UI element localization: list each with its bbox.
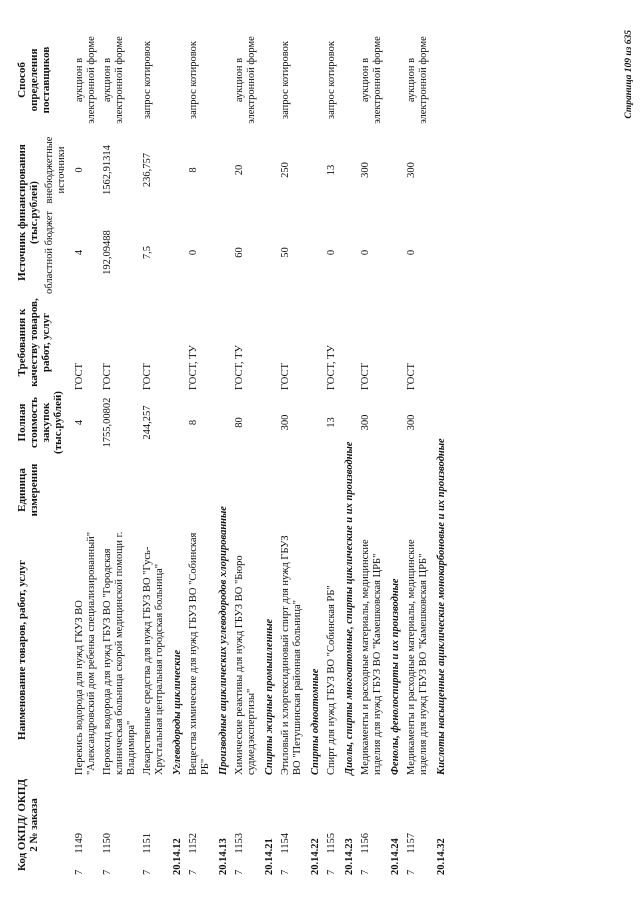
row-method: аукцион в электронной форме (406, 36, 429, 124)
table-row (280, 30, 304, 875)
table-row (406, 30, 430, 875)
row-code (360, 775, 372, 875)
group-title: Кислоты насыщенные ациклические монокарбоновые и их производные (436, 438, 447, 775)
group-title: Углеводороды циклические (172, 649, 183, 775)
row-regional: 4 (74, 249, 85, 256)
row-method: аукцион в электронной форме (234, 36, 257, 124)
group-row (344, 30, 356, 875)
row-total: 13 (326, 417, 337, 428)
row-requirements: ГОСТ (142, 363, 153, 390)
row-external: 1562,91314 (102, 145, 113, 195)
row-total: 300 (406, 414, 417, 431)
row-num: 7 (360, 869, 371, 875)
row-num: 7 (142, 869, 153, 875)
row-pos: 1152 (188, 833, 199, 854)
table-body (74, 30, 448, 875)
row-regional: 0 (406, 249, 417, 256)
row-total: 1755,00802 (102, 397, 113, 448)
row-name: Спирт для нужд ГБУЗ ВО "Собинская РБ" (326, 585, 337, 775)
header-total: Полная стоимость закупок (тыс.рублей) (16, 391, 64, 454)
group-title: Производные ациклических углеводородов хлорированные (218, 506, 229, 775)
group-row (172, 30, 184, 875)
group-row (390, 30, 402, 875)
procurement-table (16, 30, 448, 875)
group-code: 20.14.22 (310, 838, 321, 875)
row-num: 7 (234, 869, 245, 875)
table-row (234, 30, 258, 875)
group-code: 20.14.24 (390, 838, 401, 875)
row-code (188, 775, 200, 875)
header-method: Способ определения поставщиков (16, 46, 52, 114)
row-regional: 7,5 (142, 245, 153, 260)
row-regional: 0 (326, 249, 337, 256)
row-requirements: ГОСТ, ТУ (326, 345, 337, 390)
header-financing-group (16, 130, 68, 295)
row-method: аукцион в электронной форме (102, 36, 125, 124)
row-requirements: ГОСТ (74, 363, 85, 390)
row-pos: 1149 (74, 833, 85, 854)
table-row (360, 30, 384, 875)
table-header (16, 30, 68, 875)
row-external: 300 (360, 162, 371, 178)
row-requirements: ГОСТ (102, 363, 113, 390)
header-code: Код ОКПД/ ОКПД 2 № заказа (16, 778, 40, 872)
table-row (102, 30, 138, 875)
row-regional: 60 (234, 247, 245, 258)
table-row (188, 30, 212, 875)
row-total: 80 (234, 417, 245, 428)
row-code (102, 775, 114, 875)
row-pos: 1154 (280, 833, 291, 854)
header-financing: Источник финансирования (тыс.рублей) (16, 144, 40, 281)
row-external: 0 (74, 167, 85, 173)
table-row (326, 30, 338, 875)
group-title: Фенолы, фенолоспирты и их производные (390, 578, 401, 775)
row-total: 8 (188, 419, 199, 426)
row-requirements: ГОСТ (280, 363, 291, 390)
group-title: Диолы, спирты многоатомные, спирты циклические и их производные (344, 441, 355, 775)
row-total: 4 (74, 419, 85, 426)
group-code: 20.14.32 (436, 838, 447, 875)
row-pos: 1157 (406, 833, 417, 854)
page-footer: Страница 109 из 635 (624, 30, 634, 119)
row-code (280, 775, 292, 875)
row-num: 7 (280, 869, 291, 875)
group-row (436, 30, 448, 875)
row-regional: 0 (360, 249, 371, 256)
group-code: 20.14.13 (218, 838, 229, 875)
row-requirements: ГОСТ, ТУ (188, 345, 199, 390)
row-num: 7 (188, 869, 199, 875)
group-code: 20.14.12 (172, 838, 183, 875)
row-num: 7 (74, 869, 85, 875)
group-code: 20.14.23 (344, 838, 355, 875)
row-external: 236,757 (142, 152, 153, 188)
group-title: Спирты жирные промышленные (264, 618, 275, 775)
row-requirements: ГОСТ (360, 363, 371, 390)
row-external: 8 (188, 167, 199, 173)
row-name: Медикаменты и расходные материалы, медицинские изделия для нужд ГБУЗ ВО "Камешковская ЦРБ" (360, 539, 383, 775)
row-requirements: ГОСТ (406, 363, 417, 390)
row-total: 300 (360, 414, 371, 431)
row-total: 300 (280, 414, 291, 431)
row-code (326, 775, 338, 875)
row-name: Медикаменты и расходные материалы, медицинские изделия для нужд ГБУЗ ВО "Камешковская ЦРБ" (406, 539, 429, 775)
row-regional: 50 (280, 247, 291, 258)
row-code (74, 775, 86, 875)
row-method: запрос котировок (326, 41, 337, 119)
group-row (310, 30, 322, 875)
group-code: 20.14.21 (264, 838, 275, 875)
row-name: Вещества химические для нужд ГБУЗ ВО "Собинская РБ" (188, 532, 211, 775)
table-row (74, 30, 98, 875)
row-code (406, 775, 418, 875)
row-num: 7 (102, 869, 113, 875)
row-method: аукцион в электронной форме (360, 36, 383, 124)
row-pos: 1156 (360, 833, 371, 854)
row-num: 7 (326, 869, 337, 875)
row-external: 300 (406, 162, 417, 178)
row-method: аукцион в электронной форме (74, 36, 97, 124)
row-method: запрос котировок (188, 41, 199, 119)
row-code (234, 775, 246, 875)
row-total: 244,257 (142, 405, 153, 440)
row-requirements: ГОСТ, ТУ (234, 345, 245, 390)
row-method: запрос котировок (142, 41, 153, 119)
row-pos: 1150 (102, 833, 113, 854)
row-regional: 0 (188, 249, 199, 256)
row-method: запрос котировок (280, 41, 291, 119)
row-external: 20 (234, 164, 245, 176)
row-name: Химические реактивы для нужд ГБУЗ ВО "Бюро судмедэкспертизы" (234, 555, 257, 775)
row-name: Перекись водорода для нужд ГКУЗ ВО "Александровский дом ребенка специализированный" (74, 531, 97, 775)
header-name: Наименование товаров, работ, услуг (16, 560, 28, 740)
group-row (218, 30, 230, 875)
table-row (142, 30, 166, 875)
header-requirements: Требования к качеству товаров, работ, услуг (16, 298, 52, 387)
group-row (264, 30, 276, 875)
group-title: Спирты одноатомные (310, 668, 321, 775)
row-pos: 1155 (326, 833, 337, 854)
row-regional: 192,09488 (102, 230, 113, 275)
row-pos: 1151 (142, 833, 153, 854)
header-financing-regional: областной бюджет (44, 211, 55, 294)
row-external: 250 (280, 162, 291, 178)
row-pos: 1153 (234, 833, 245, 854)
row-num: 7 (406, 869, 417, 875)
header-unit: Единица измерения (16, 463, 40, 517)
row-external: 13 (326, 164, 337, 176)
row-code (142, 775, 154, 875)
row-name: Пероксид водорода для нужд ГБУЗ ВО "Городская клиническая больница скорой медицинской помощи г. Владимира" (102, 531, 137, 775)
row-name: Лекарственные средства для нужд ГБУЗ ВО "Гусь-Хрустальная центральная городская больница" (142, 546, 165, 775)
row-name: Этиловый и хлоргексидиновый спирт для нужд ГБУЗ ВО "Петушинская районная больница" (280, 535, 303, 775)
header-financing-external: внебюджетные источники (44, 136, 67, 204)
